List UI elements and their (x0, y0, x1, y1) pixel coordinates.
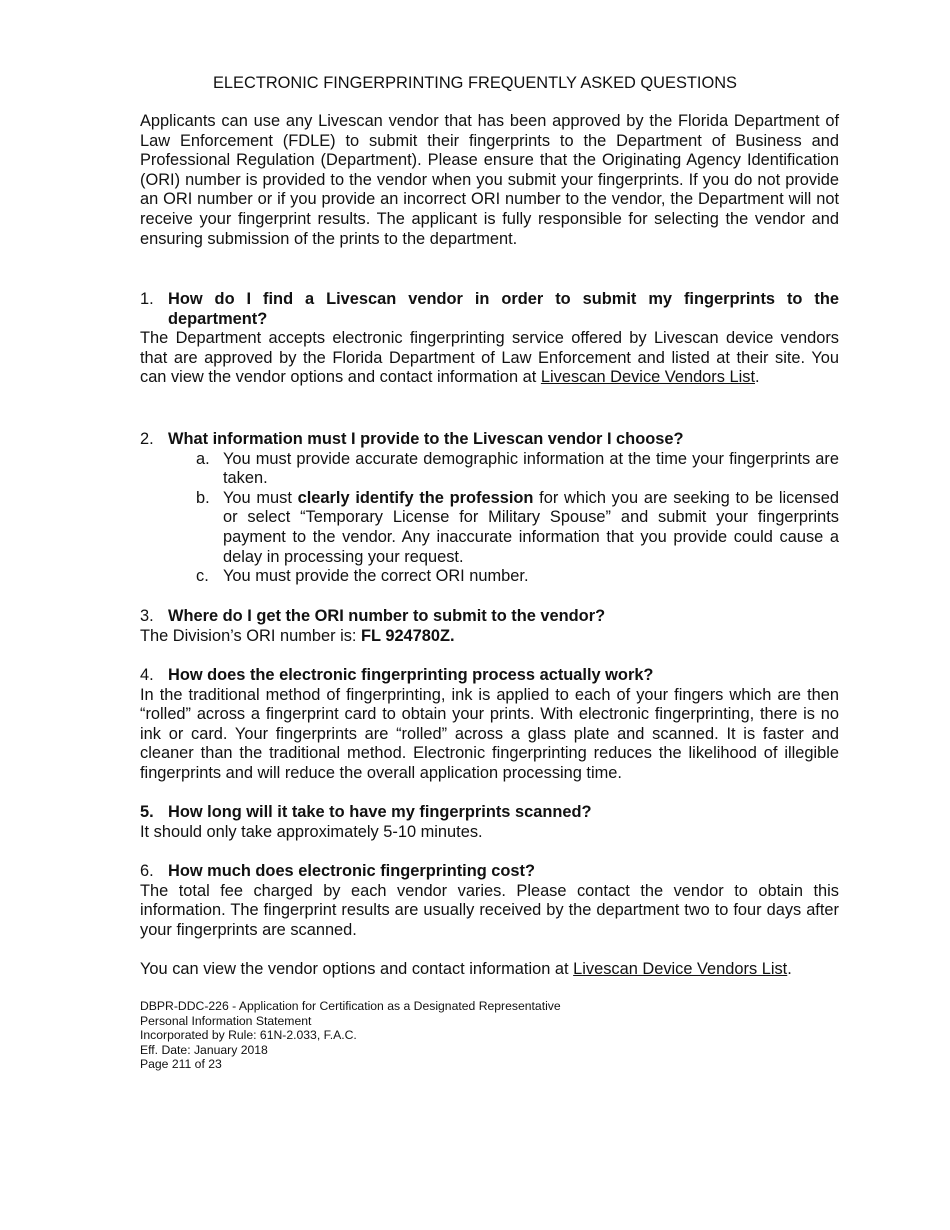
list-text-post: for which you are seeking to be licensed or select “Temporary License for Military Spouse” and submit your fingerprints payment to the vendor. Any inaccurate information that you provide could cause a delay in processing your request. (223, 488, 839, 566)
q3-answer-text: The Division’s ORI number is: (140, 626, 362, 645)
ori-number: FL 924780Z. (361, 626, 455, 645)
q1-question: How do I find a Livescan vendor in order to submit my fingerprints to the department? (168, 290, 839, 328)
footer-form-id: DBPR-DDC-226 - Application for Certification as a Designated Representative (140, 999, 561, 1013)
list-text: You must provide the correct ORI number. (223, 567, 529, 586)
q3-answer (140, 627, 839, 647)
intro-paragraph: Applicants can use any Livescan vendor that has been approved by the Florida Department of Law Enforcement (FDLE) to submit their fingerprints to the Department of Business and Professional Regulation (Department). Please ensure that the Originating Agency Identification (ORI) number is provided to the vendor when you submit your fingerprints. If you do not provide an ORI number or if you provide an incorrect ORI number to the vendor, the Department will not receive your fingerprint results. The applicant is fully responsible for selecting the vendor and ensuring submission of the prints to the department. (140, 112, 839, 248)
faq-6 (140, 862, 839, 940)
q6-answer: The total fee charged by each vendor varies. Please contact the vendor to obtain this information. The fingerprint results are usually received by the department two to four days after your fingerprints are scanned. (140, 881, 839, 939)
faq-2 (140, 430, 839, 587)
q5-answer: It should only take approximately 5-10 minutes. (140, 822, 483, 841)
list-text-pre: You must (223, 488, 298, 507)
faq-5 (140, 803, 839, 842)
q6-number: 6. (140, 862, 154, 880)
page-title: ELECTRONIC FINGERPRINTING FREQUENTLY ASKED QUESTIONS (213, 74, 737, 92)
vendors-list-link[interactable]: Livescan Device Vendors List (573, 960, 788, 978)
q1-end: . (755, 368, 760, 387)
list-letter: b. (196, 488, 210, 507)
footer-eff-date: Eff. Date: January 2018 (140, 1042, 268, 1057)
footer-rule: Incorporated by Rule: 61N-2.033, F.A.C. (140, 1028, 357, 1043)
q2-question: What information must I provide to the Livescan vendor I choose? (168, 430, 684, 448)
faq-1 (140, 290, 839, 388)
list-text-bold: clearly identify the profession (297, 488, 534, 507)
q5-number: 5. (140, 803, 154, 821)
q1-answer-text: The Department accepts electronic fingerprinting service offered by Livescan device vendors that are approved by the Florida Department of Law Enforcement and listed at their site. You can view the vendor options and contact information at (140, 329, 839, 387)
list-item (196, 489, 839, 567)
list-item (196, 567, 839, 587)
vendors-list-link[interactable]: Livescan Device Vendors List (540, 368, 756, 387)
q1-answer (140, 329, 839, 388)
faq-4 (140, 666, 839, 784)
footer-page-number: Page 211 of 23 (140, 1057, 222, 1072)
q5-question: How long will it take to have my fingerprints scanned? (168, 803, 592, 821)
q1-number: 1. (140, 290, 154, 308)
list-text: You must provide accurate demographic information at the time your fingerprints are taken. (223, 449, 839, 488)
q2-number: 2. (140, 430, 154, 448)
closing-paragraph (140, 960, 839, 980)
q4-answer: In the traditional method of fingerprinting, ink is applied to each of your fingers which are then “rolled” across a fingerprint card to obtain your prints. With electronic fingerprinting, there is no ink or card. Your fingerprints are “rolled” across a glass plate and scanned. It is faster and cleaner than the traditional method. Electronic fingerprinting reduces the likelihood of illegible fingerprints and will reduce the overall application processing time. (140, 685, 839, 782)
list-text (223, 489, 839, 567)
list-letter: c. (196, 567, 209, 586)
footer (140, 999, 561, 1072)
closing-text: You can view the vendor options and contact information at (140, 960, 574, 978)
q4-number: 4. (140, 666, 154, 684)
list-item (196, 450, 839, 489)
q6-question: How much does electronic fingerprinting cost? (168, 862, 536, 880)
footer-statement: Personal Information Statement (140, 1013, 312, 1028)
q3-question: Where do I get the ORI number to submit to the vendor? (168, 607, 606, 625)
q4-question: How does the electronic fingerprinting process actually work? (168, 666, 654, 684)
q3-number: 3. (140, 607, 154, 625)
closing-end: . (787, 960, 792, 978)
list-letter: a. (196, 449, 210, 468)
faq-3 (140, 607, 839, 646)
